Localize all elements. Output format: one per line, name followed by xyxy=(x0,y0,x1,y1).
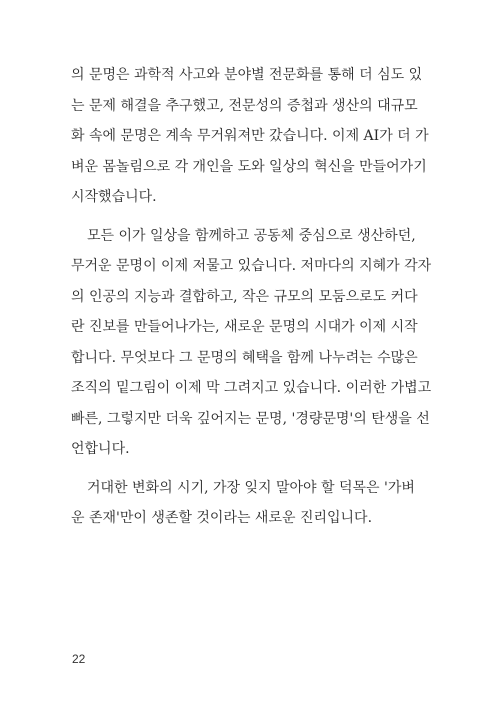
text-line: 거대한 변화의 시기, 가장 잊지 말아야 할 덕목은 '가벼 xyxy=(87,479,415,496)
text-line: 운 존재'만이 생존할 것이라는 새로운 진리입니다. xyxy=(71,510,373,526)
text-line: 빠른, 그렇지만 더욱 깊어지는 문명, '경량문명'의 탄생을 선 xyxy=(71,410,430,427)
body-text xyxy=(71,60,432,534)
text-line: 언합니다. xyxy=(71,441,130,457)
text-line: 의 문명은 과학적 사고와 분야별 전문화를 통해 더 심도 있 xyxy=(71,67,423,83)
page-number: 22 xyxy=(72,652,86,666)
text-line: 무거운 문명이 이제 저물고 있습니다. 저마다의 지혜가 각자 xyxy=(71,258,432,274)
text-line: 조직의 밑그림이 이제 막 그려지고 있습니다. 이러한 가볍고 xyxy=(71,380,432,396)
text-line: 의 인공의 지능과 결합하고, 작은 규모의 모둠으로도 커다 xyxy=(71,288,418,305)
paragraph-spacer xyxy=(71,465,405,473)
text-line: 화 속에 문명은 계속 무거워져만 갔습니다. 이제 AI가 더 가 xyxy=(71,128,429,144)
text-line: 합니다. 무엇보다 그 문명의 혜택을 함께 나누려는 수많은 xyxy=(71,349,418,366)
paragraph-spacer xyxy=(71,213,405,221)
text-line: 는 문제 해결을 추구했고, 전문성의 증첩과 생산의 대규모 xyxy=(71,97,418,114)
text-line: 란 진보를 만들어나가는, 새로운 문명의 시대가 이제 시작 xyxy=(71,319,418,335)
text-line: 모든 이가 일상을 함께하고 공동체 중심으로 생산하던, xyxy=(87,227,416,244)
text-line: 벼운 몸놀림으로 각 개인을 도와 일상의 혁신을 만들어가기 xyxy=(71,158,427,175)
text-line: 시작했습니다. xyxy=(71,189,157,205)
